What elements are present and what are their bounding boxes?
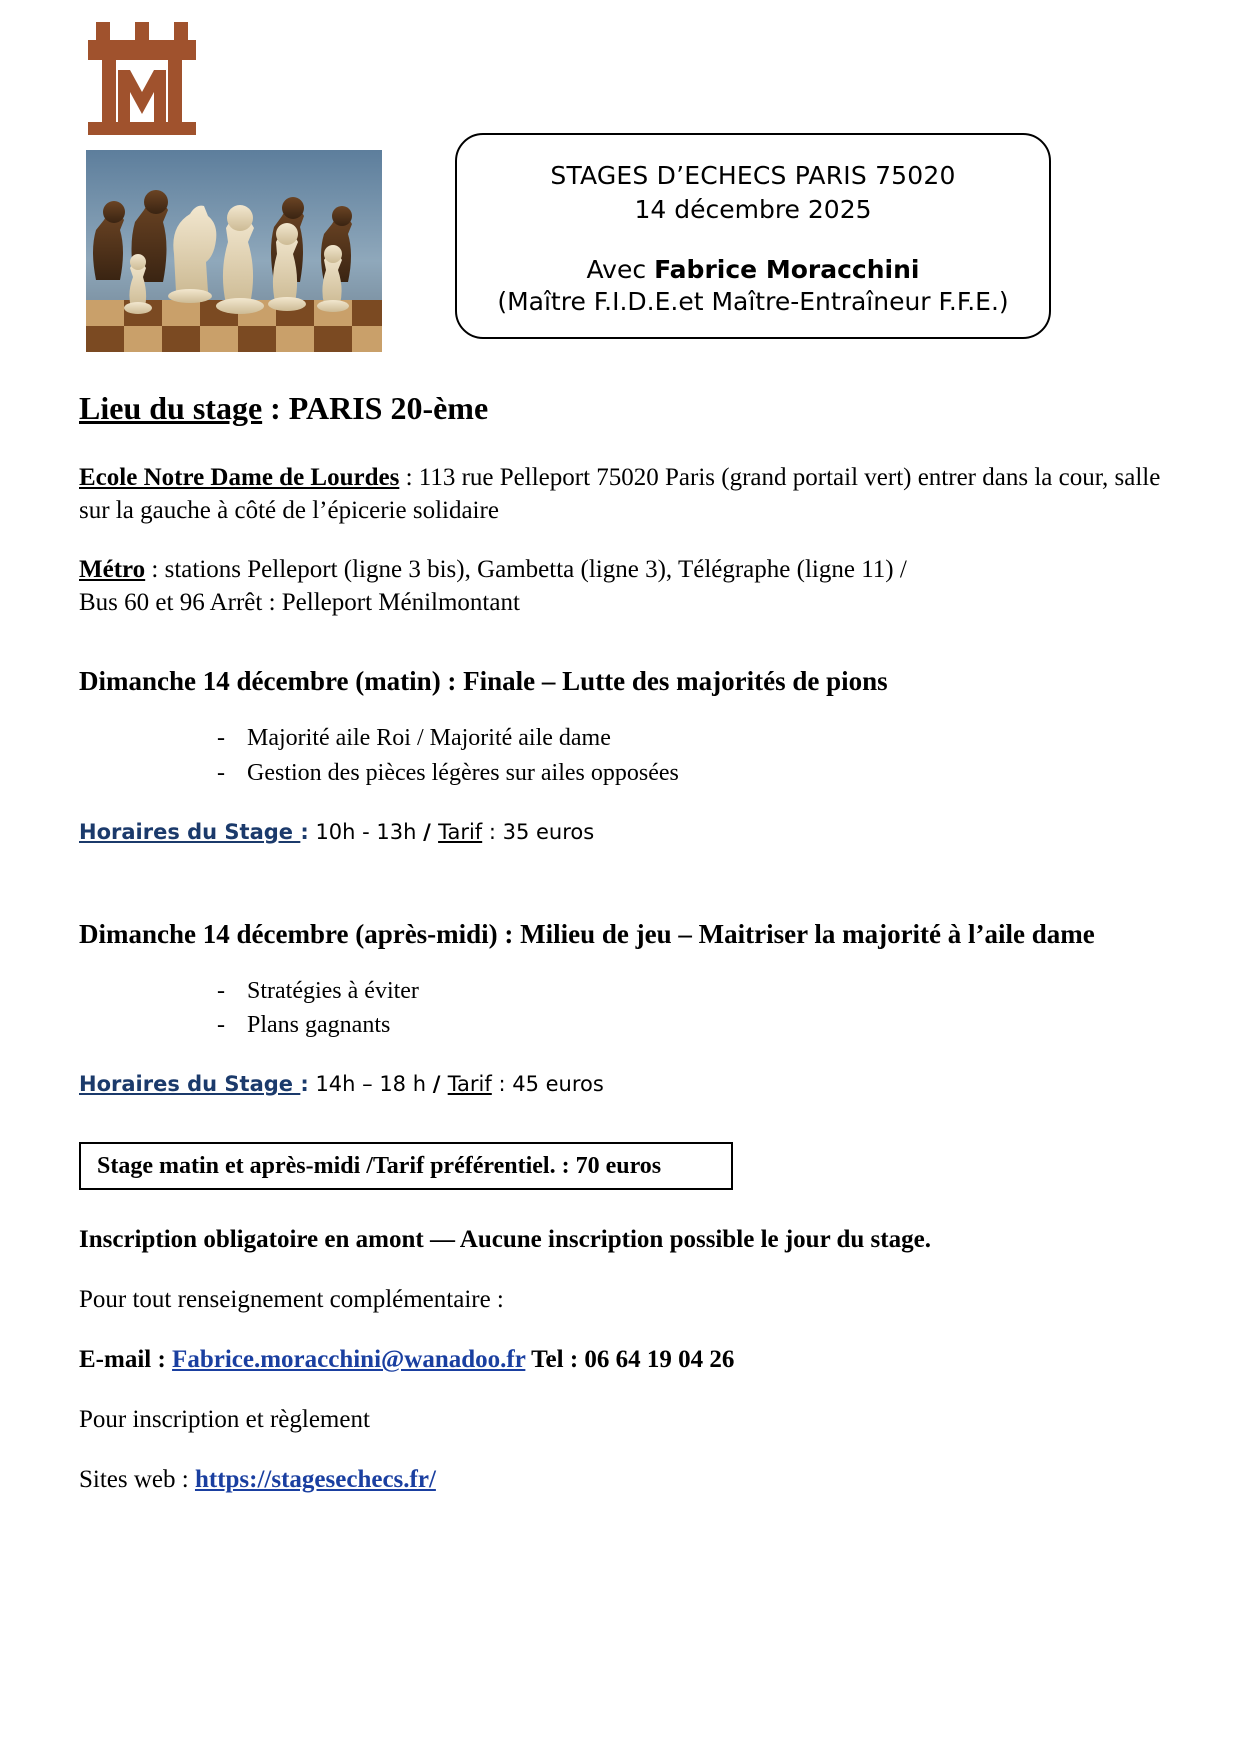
horaires-separator: / <box>432 1072 448 1097</box>
horaires-colon: : <box>300 819 309 844</box>
page-title <box>79 390 1169 427</box>
notice-period: . <box>924 1226 931 1254</box>
avec-prefix: Avec <box>586 254 655 284</box>
horaires-value: 14h – 18 h <box>308 1072 433 1097</box>
session-1-title: Dimanche 14 décembre (matin) : Finale – Lutte des majorités de pions <box>79 666 888 696</box>
horaires-label: Horaires du Stage <box>79 1072 301 1097</box>
inscription-notice <box>79 1226 1169 1254</box>
lieu-label: Lieu du stage <box>79 390 263 426</box>
tarif-preferentiel-text: Stage matin et après-midi /Tarif préférentiel. : 70 euros <box>97 1152 662 1179</box>
list-item: - Majorité aile Roi / Majorité aile dame <box>217 721 1169 755</box>
title-line-2: 14 décembre 2025 <box>634 194 872 224</box>
session-1-horaires <box>79 820 1169 844</box>
horaires-value: 10h - 13h <box>308 819 424 844</box>
list-item: - Gestion des pièces légères sur ailes opposées <box>217 756 1169 790</box>
instructor-name: Fabrice Moracchini <box>654 254 920 284</box>
metro-paragraph <box>79 553 1169 619</box>
session-2-bullets <box>79 974 1169 1042</box>
horaires-separator: / <box>423 819 439 844</box>
horaires-colon: : <box>300 1072 309 1097</box>
session-2-title: Dimanche 14 décembre (après-midi) : Milieu de jeu – Maitriser la majorité à l’aile dame <box>79 918 1095 949</box>
metro-label: Métro <box>79 556 146 583</box>
lieu-value: PARIS 20-ème <box>288 390 489 426</box>
adresse-paragraph <box>79 461 1169 527</box>
adresse-text: : 113 rue Pelleport 75020 Paris (grand portail vert) entrer dans la cour, salle sur la gauche à côté de l’épicerie solidaire <box>79 464 1161 524</box>
list-item: - Stratégies à éviter <box>217 974 1169 1008</box>
sites-web-line <box>79 1466 1169 1494</box>
session-2-horaires <box>79 1072 1169 1096</box>
tarif-label: Tarif <box>438 819 483 844</box>
tarif-value: : 45 euros <box>491 1072 604 1097</box>
tarif-preferentiel-box <box>79 1142 733 1190</box>
email-label: E-mail : <box>79 1346 173 1374</box>
website-link[interactable]: https://stagesechecs.fr/ <box>194 1466 436 1494</box>
horaires-label: Horaires du Stage <box>79 819 301 844</box>
title-line-1: STAGES D’ECHECS PARIS 75020 <box>550 161 956 190</box>
lieu-separator: : <box>262 390 289 426</box>
credentials-line: (Maître F.I.D.E.et Maître-Entraîneur F.F.E.) <box>497 286 1009 316</box>
sites-label: Sites web : <box>79 1466 195 1494</box>
title-box <box>455 133 1051 339</box>
notice-text: Inscription obligatoire en amont — Aucune inscription possible le jour du stage <box>79 1226 925 1254</box>
tarif-label: Tarif <box>447 1072 492 1097</box>
inscription-reglement-text: Pour inscription et règlement <box>79 1406 370 1434</box>
metro-text: : stations Pelleport (ligne 3 bis), Gambetta (ligne 3), Télégraphe (ligne 11) / <box>145 556 907 583</box>
ecole-name: Ecole Notre Dame de Lourdes <box>79 464 400 491</box>
email-link[interactable]: Fabrice.moracchini@wanadoo.fr <box>172 1346 526 1374</box>
chess-pieces-photo <box>86 150 382 352</box>
document-body <box>79 390 1169 1494</box>
echiquier-logo-icon <box>78 22 206 135</box>
session-1-bullets <box>79 721 1169 789</box>
contact-line <box>79 1346 1169 1374</box>
tarif-value: : 35 euros <box>482 819 595 844</box>
list-item: - Plans gagnants <box>217 1008 1169 1042</box>
tel-text: Tel : 06 64 19 04 26 <box>525 1346 735 1374</box>
renseignement-text: Pour tout renseignement complémentaire : <box>79 1286 504 1314</box>
bus-text: Bus 60 et 96 Arrêt : Pelleport Ménilmontant <box>79 589 520 616</box>
instructor-line <box>587 255 920 284</box>
